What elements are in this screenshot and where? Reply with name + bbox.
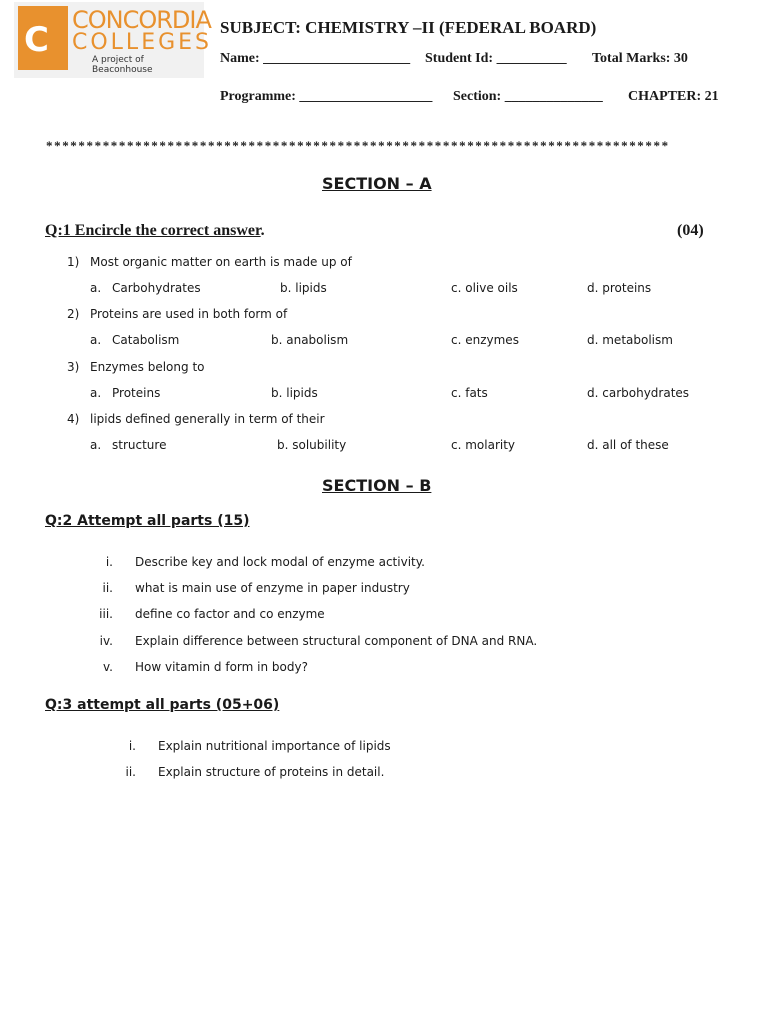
- q1-label: Q:1 Encircle the correct answer: [45, 222, 261, 239]
- q1-heading: [45, 222, 265, 240]
- q1-marks: (04): [677, 222, 704, 239]
- mcq-number: 4): [67, 412, 80, 426]
- logo-line2: COLLEGES: [72, 30, 213, 55]
- list-item-number: iv.: [99, 634, 113, 648]
- name-field: Name: _____________________: [220, 51, 411, 66]
- logo-c-glyph: C: [24, 20, 49, 60]
- list-item: what is main use of enzyme in paper industry: [135, 581, 410, 595]
- mcq-option-c: c. fats: [451, 386, 488, 400]
- q1-period: .: [260, 222, 265, 239]
- mcq-option-c: c. molarity: [451, 438, 516, 452]
- logo-mark-icon: [18, 6, 68, 70]
- mcq-option-d: d. all of these: [587, 438, 669, 452]
- mcq-option-c: c. enzymes: [451, 333, 519, 347]
- mcq-option-a: Catabolism: [112, 333, 180, 347]
- logo-line1: CONCORDIA: [72, 6, 211, 34]
- section-field: Section: ______________: [453, 89, 603, 104]
- list-item-number: i.: [128, 739, 136, 753]
- list-item: Explain structure of proteins in detail.: [158, 765, 385, 779]
- chapter-label: CHAPTER: 21: [628, 89, 719, 104]
- mcq-number: 1): [67, 255, 80, 269]
- logo-tagline: A project of Beaconhouse: [92, 55, 153, 75]
- student-id-field: Student Id: __________: [425, 51, 567, 66]
- college-logo: [14, 2, 213, 78]
- mcq-option-b: b. anabolism: [271, 333, 349, 347]
- list-item-number: i.: [105, 555, 113, 569]
- mcq-option-letter: a.: [90, 438, 102, 452]
- list-item: Explain difference between structural component of DNA and RNA.: [135, 634, 538, 648]
- mcq-number: 2): [67, 307, 80, 321]
- mcq-question: Proteins are used in both form of: [90, 307, 288, 321]
- programme-field: Programme: ___________________: [220, 89, 433, 104]
- q2-heading: Q:2 Attempt all parts (15): [45, 513, 250, 529]
- mcq-question: Most organic matter on earth is made up of: [90, 255, 352, 269]
- mcq-option-letter: a.: [90, 281, 102, 295]
- mcq-option-b: b. lipids: [271, 386, 318, 400]
- mcq-option-c: c. olive oils: [451, 281, 518, 295]
- mcq-question: lipids defined generally in term of their: [90, 412, 325, 426]
- mcq-question: Enzymes belong to: [90, 360, 205, 374]
- mcq-option-a: Carbohydrates: [112, 281, 201, 295]
- list-item: Explain nutritional importance of lipids: [158, 739, 391, 753]
- mcq-option-d: d. proteins: [587, 281, 652, 295]
- separator-line: *****************************************************************************: [46, 138, 670, 153]
- list-item: define co factor and co enzyme: [135, 607, 325, 621]
- mcq-option-letter: a.: [90, 386, 102, 400]
- section-b-title: SECTION – B: [322, 476, 432, 495]
- list-item-number: iii.: [99, 607, 113, 621]
- mcq-option-letter: a.: [90, 333, 102, 347]
- mcq-option-d: d. carbohydrates: [587, 386, 690, 400]
- total-marks: Total Marks: 30: [592, 51, 688, 66]
- list-item-number: v.: [103, 660, 113, 674]
- q3-heading: Q:3 attempt all parts (05+06): [45, 697, 280, 713]
- list-item: How vitamin d form in body?: [135, 660, 308, 674]
- mcq-option-b: b. solubility: [277, 438, 347, 452]
- list-item: Describe key and lock modal of enzyme activity.: [135, 555, 425, 569]
- list-item-number: ii.: [125, 765, 136, 779]
- mcq-number: 3): [67, 360, 80, 374]
- section-a-title: SECTION – A: [322, 174, 432, 193]
- mcq-option-b: b. lipids: [280, 281, 327, 295]
- mcq-option-d: d. metabolism: [587, 333, 673, 347]
- subject-title: SUBJECT: CHEMISTRY –II (FEDERAL BOARD): [220, 18, 597, 37]
- mcq-option-a: Proteins: [112, 386, 161, 400]
- mcq-option-a: structure: [112, 438, 167, 452]
- list-item-number: ii.: [102, 581, 113, 595]
